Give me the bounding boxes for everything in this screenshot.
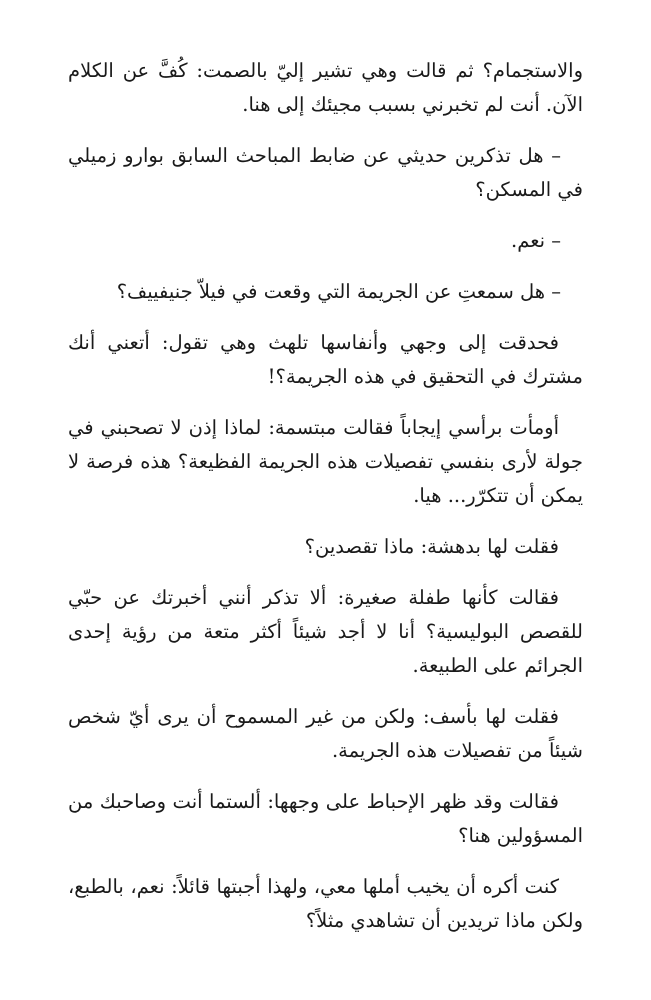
- paragraph: والاستجمام؟ ثم قالت وهي تشير إليّ بالصمت: كُفَّ عن الكلام الآن. أنت لم تخبرني بسبب مجيئك إلى هنا.: [68, 59, 583, 116]
- book-page: [68, 54, 583, 955]
- dialogue-line: – هل سمعتِ عن الجريمة التي وقعت في فيلاّ جنيفييف؟: [116, 280, 561, 303]
- paragraph: فقالت وقد ظهر الإحباط على وجهها: ألستما أنت وصاحبك من المسؤولين هنا؟: [68, 790, 583, 847]
- dialogue-line: – نعم.: [511, 229, 561, 252]
- paragraph: فقلت لها بأسف: ولكن من غير المسموح أن يرى أيّ شخص شيئاً من تفصيلات هذه الجريمة.: [68, 705, 583, 762]
- dialogue-line: – هل تذكرين حديثي عن ضابط المباحث السابق بوارو زميلي في المسكن؟: [68, 144, 583, 201]
- paragraph: فحدقت إلى وجهي وأنفاسها تلهث وهي تقول: أتعني أنك مشترك في التحقيق في هذه الجريمة؟!: [68, 331, 583, 388]
- paragraph: كنت أكره أن يخيب أملها معي، ولهذا أجبتها قائلاً: نعم، بالطبع، ولكن ماذا تريدين أن تشاهدي مثلاً؟: [68, 875, 583, 932]
- paragraph: فقالت كأنها طفلة صغيرة: ألا تذكر أنني أخبرتك عن حبّي للقصص البوليسية؟ أنا لا أجد شيئاً أكثر متعة من رؤية إحدى الجرائم على الطبيعة.: [68, 586, 583, 677]
- paragraph: فقلت لها بدهشة: ماذا تقصدين؟: [304, 535, 559, 558]
- paragraph: أومأت برأسي إيجاباً فقالت مبتسمة: لماذا إذن لا تصحبني في جولة لأرى بنفسي تفصيلات هذه الجريمة الفظيعة؟ هذه فرصة لا يمكن أن تتكرّر... هيا.: [68, 416, 583, 507]
